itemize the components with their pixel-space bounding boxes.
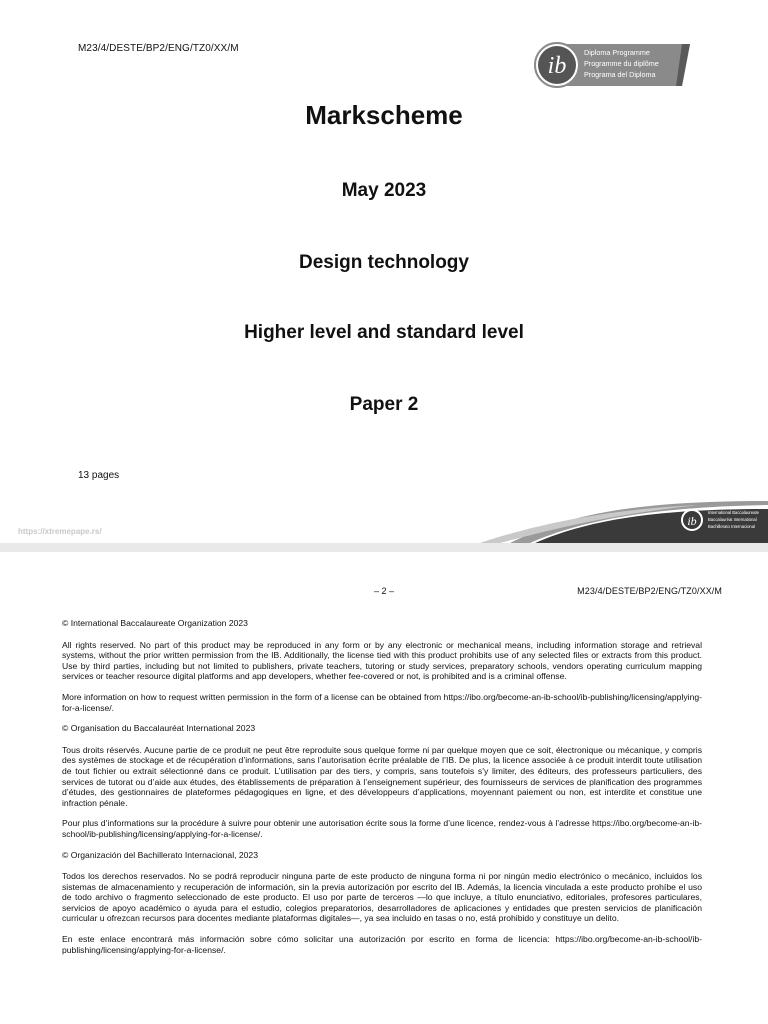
footer-logo-line-2: Baccalauréat International — [708, 517, 757, 522]
logo-line-2: Programme du diplôme — [584, 59, 659, 68]
rights-paragraph-fr: Tous droits réservés. Aucune partie de ce produit ne peut être reproduite sous quelque forme ni par quelque moyen que ce soit, électronique ou mécanique, y compris des systèmes de stockage et de récupération d’informations, sans l’autorisation écrite préalable de l’IB. De plus, la licence associée à ce produit interdit toute utilisation de tout fichier ou extrait sélectionné dans ce produit. L’utilisation par des tiers, y compris, sans toutefois s’y limiter, des éditeurs, des professeurs particuliers, des services de tutorat ou d’aide aux études, des établissements de préparation à l’enseignement supérieur, des fournisseurs de services de planification des programmes d’études, des gestionnaires de plateformes pédagogiques en ligne, et des développeurs d’applications, moyennant paiement ou non, est interdite et constitue une infraction pénale. — [62, 744, 702, 808]
ib-diploma-logo — [532, 40, 692, 90]
footer-logo-line-1: International Baccalaureate — [708, 510, 759, 515]
copyright-line-en: © International Baccalaureate Organization 2023 — [62, 618, 248, 628]
copyright-line-es: © Organización del Bachillerato Internacional, 2023 — [62, 849, 258, 860]
document-code: M23/4/DESTE/BP2/ENG/TZ0/XX/M — [78, 43, 239, 54]
copyright-line-fr: © Organisation du Baccalauréat International 2023 — [62, 723, 256, 734]
rights-paragraph-en: All rights reserved. No part of this product may be reproduced in any form or by any electronic or mechanical means, including information storage and retrieval systems, without the prior written permission from the IB. Additionally, the license tied with this product prohibits use of any selected files or extracts from this product. Use by third parties, including but not limited to publishers, private teachers, tutoring or study services, preparatory schools, vendors operating curriculum mapping services or teacher resource digital platforms and app developers, whether fee-covered or not, is prohibited and is a criminal offense. — [62, 639, 702, 682]
ib-footer-swoosh — [480, 493, 768, 543]
license-info-en: More information on how to request written permission in the form of a license can be obtained from https://ibo.org/become-an-ib-school/ib-publishing/licensing/applying-for-a-license/. — [62, 691, 702, 713]
logo-line-1: Diploma Programme — [584, 48, 650, 57]
logo-line-3: Programa del Diploma — [584, 70, 656, 79]
footer-logo-line-3: Bachillerato Internacional — [708, 524, 756, 529]
page-count: 13 pages — [78, 470, 120, 481]
document-code-header: M23/4/DESTE/BP2/ENG/TZ0/XX/M — [577, 586, 722, 596]
document-title: Markscheme — [305, 100, 463, 130]
license-info-fr: Pour plus d’informations sur la procédure à suivre pour obtenir une autorisation écrite sous la forme d’une licence, rendez-vous à l’adresse https://ibo.org/become-an-ib-school/ib-publishing/licensing/applying-for-a-license/. — [62, 818, 702, 839]
paper-number: Paper 2 — [349, 394, 419, 415]
page-divider — [0, 543, 768, 552]
rights-paragraph-es: Todos los derechos reservados. No se podrá reproducir ninguna parte de este producto de ninguna forma ni por ningún medio electrónico o mecánico, incluidos los sistemas de almacenamiento y recuperación de información, sin la previa autorización por escrito del IB. Además, la licencia vinculada a este producto prohíbe el uso de todo archivo o fragmento seleccionado de este producto. El uso por parte de terceros —lo que incluye, a título enunciativo, editoriales, profesores particulares, servicios de apoyo académico o ayuda para el estudio, colegios preparatorios, desarrolladores de aplicaciones y entidades que presten servicios de planificación curricular u ofrezcan recursos para docentes mediante plataformas digitales—, ya sea incluido en tasas o no, está prohibido y constituye un delito. — [62, 871, 702, 924]
subject-name: Design technology — [299, 252, 469, 273]
license-info-es: En este enlace encontrará más información sobre cómo solicitar una autorización por escrito en forma de licencia: https://ibo.org/become-an-ib-school/ib-publishing/licensing/applying-for-a-license/. — [62, 934, 702, 955]
page-number: – 2 – — [373, 586, 395, 596]
watermark-url: https://xtremepape.rs/ — [18, 527, 102, 536]
ib-mark: ib — [547, 53, 567, 79]
svg-text:ib: ib — [687, 514, 697, 528]
subject-level: Higher level and standard level — [244, 322, 524, 343]
copyright-text — [62, 618, 702, 965]
exam-session: May 2023 — [341, 180, 427, 201]
copyright-page — [0, 552, 768, 1024]
